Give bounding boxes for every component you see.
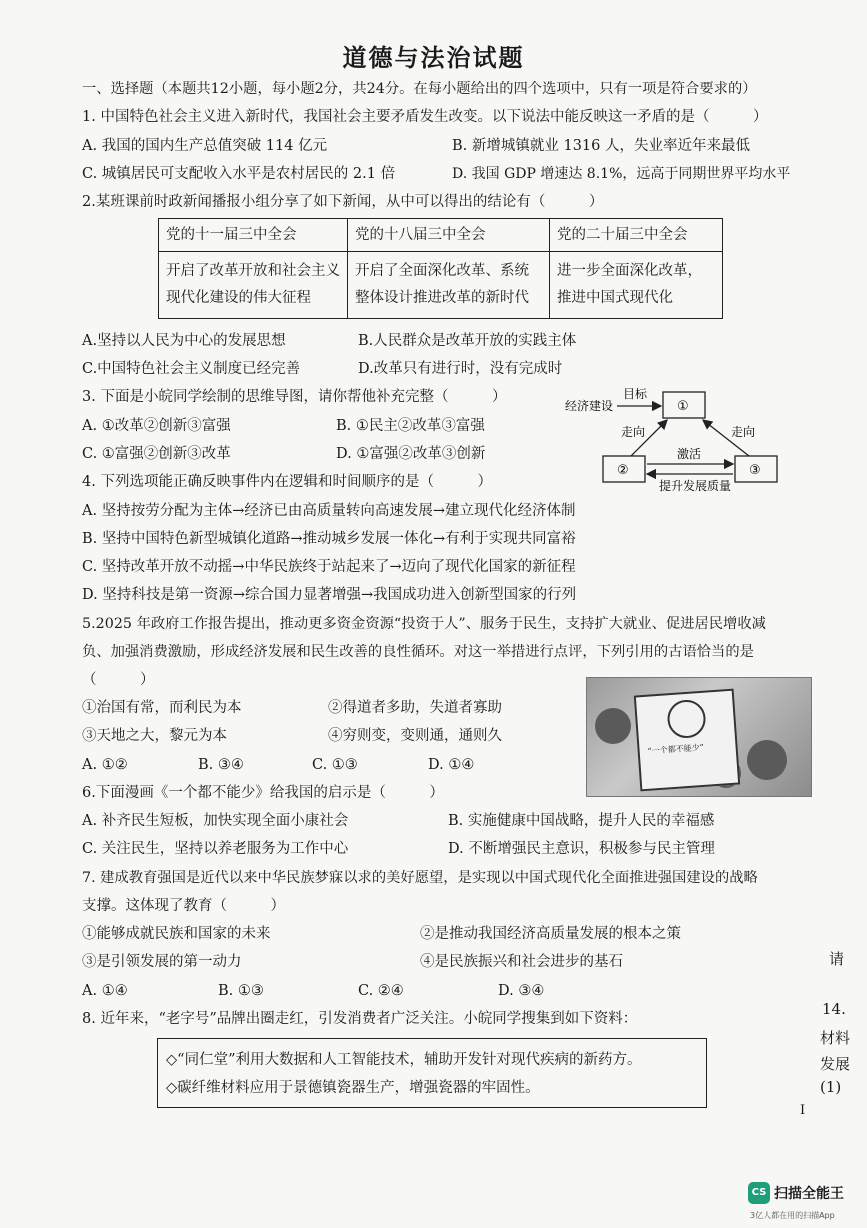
q4-option-b: B. 坚持中国特色新型城镇化道路→推动城乡发展一体化→有利于实现共同富裕 xyxy=(82,531,576,547)
q7-statement-4: ④是民族振兴和社会进步的基石 xyxy=(420,954,623,970)
right-edge-label: 走向 xyxy=(731,425,756,439)
q6-option-c: C. 关注民生，坚持以养老服务为工作中心 xyxy=(82,841,349,857)
q5-option-c: C. ①③ xyxy=(312,757,358,773)
cartoon-figure xyxy=(747,740,787,780)
cartoon-caption: “一个都不能少” xyxy=(647,742,705,756)
q8-stem: 8. 近年来，“老字号”品牌出圈走红，引发消费者广泛关注。小皖同学搜集到如下资料： xyxy=(82,1011,638,1027)
q2-option-a: A.坚持以人民为中心的发展思想 xyxy=(82,333,286,349)
q7-option-b: B. ①③ xyxy=(218,983,264,999)
node-3-label: ③ xyxy=(749,463,761,478)
q7-statement-3: ③是引领发展的第一动力 xyxy=(82,954,242,970)
q1-option-a: A. 我国的国内生产总值突破 114 亿元 xyxy=(82,138,328,154)
edge-fragment: 发展 xyxy=(820,1055,851,1073)
q1-stem: 1. 中国特色社会主义进入新时代，我国社会主要矛盾发生改变。以下说法中能反映这一矛盾的是（ ） xyxy=(82,109,768,125)
activate-label: 激活 xyxy=(677,447,702,461)
q6-option-d: D. 不断增强民主意识，积极参与民主管理 xyxy=(448,841,715,857)
q4-stem: 4. 下列选项能正确反映事件内在逻辑和时间顺序的是（ ） xyxy=(82,474,492,490)
q5-option-d: D. ①④ xyxy=(428,757,475,773)
q3-mind-map xyxy=(555,380,805,495)
q5-option-a: A. ①② xyxy=(82,757,128,773)
q2-option-b: B.人民群众是改革开放的实践主体 xyxy=(358,333,577,349)
q5-stem-line2: 负、加强消费激励，形成经济发展和民生改善的良性循环。对这一举措进行点评，下列引用的古语恰当的是 xyxy=(82,644,754,660)
q3-option-d: D. ①富强②改革③创新 xyxy=(336,446,486,462)
q1-option-b: B. 新增城镇就业 1316 人，失业率近年来最低 xyxy=(452,138,750,154)
q7-option-a: A. ①④ xyxy=(82,983,128,999)
q2-stem: 2.某班课前时政新闻播报小组分享了如下新闻，从中可以得出的结论有（ ） xyxy=(82,194,604,210)
q5-statement-1: ①治国有常，而利民为本 xyxy=(82,700,242,716)
scanner-logo-icon: CS xyxy=(748,1182,770,1204)
edge-fragment: 请 xyxy=(829,950,845,968)
page-mark: I xyxy=(800,1103,806,1118)
q8-material-2: ◇碳纤维材料应用于景德镇瓷器生产，增强瓷器的牢固性。 xyxy=(166,1080,540,1096)
cartoon-face xyxy=(666,699,707,740)
edge-fragment: 材料 xyxy=(820,1029,851,1047)
quality-label: 提升发展质量 xyxy=(659,479,732,493)
scanner-tagline: 3亿人都在用的扫描App xyxy=(750,1211,835,1220)
page-title: 道德与法治试题 xyxy=(342,43,525,72)
q2-option-c: C.中国特色社会主义制度已经完善 xyxy=(82,361,301,377)
scanner-watermark xyxy=(748,1178,866,1228)
section-heading: 一、选择题（本题共12小题，每小题2分，共24分。在每小题给出的四个选项中，只有一项是符合要求的） xyxy=(82,81,757,97)
q6-stem: 6.下面漫画《一个都不能少》给我国的启示是（ ） xyxy=(82,785,444,801)
q4-option-c: C. 坚持改革开放不动摇→中华民族终于站起来了→迈向了现代化国家的新征程 xyxy=(82,559,576,575)
q1-option-c: C. 城镇居民可支配收入水平是农村居民的 2.1 倍 xyxy=(82,166,396,182)
q3-option-b: B. ①民主②改革③富强 xyxy=(336,418,485,434)
q1-option-d: D. 我国 GDP 增速达 8.1%，远高于同期世界平均水平 xyxy=(452,166,791,182)
q5-option-b: B. ③④ xyxy=(198,757,244,773)
q7-statement-1: ①能够成就民族和国家的未来 xyxy=(82,926,271,942)
q2-table-cell: 进一步全面深化改革，推进中国式现代化 xyxy=(550,252,723,319)
q4-option-a: A. 坚持按劳分配为主体→经济已由高质量转向高速发展→建立现代化经济体制 xyxy=(82,503,576,519)
q3-stem: 3. 下面是小皖同学绘制的思维导图，请你帮他补充完整（ ） xyxy=(82,389,507,405)
q7-stem-line1: 7. 建成教育强国是近代以来中华民族梦寐以求的美好愿望，是实现以中国式现代化全面推进强国建设的战略 xyxy=(82,870,758,886)
goal-label: 目标 xyxy=(623,387,648,401)
econ-label: 经济建设 xyxy=(565,399,614,413)
q2-table-header: 党的二十届三中全会 xyxy=(550,219,723,252)
cartoon-sign xyxy=(634,689,740,792)
q7-statement-2: ②是推动我国经济高质量发展的根本之策 xyxy=(420,926,681,942)
q3-option-c: C. ①富强②创新③改革 xyxy=(82,446,231,462)
left-edge-label: 走向 xyxy=(621,425,646,439)
q7-option-c: C. ②④ xyxy=(358,983,404,999)
q2-option-d: D.改革只有进行时，没有完成时 xyxy=(358,361,563,377)
cartoon-figure xyxy=(595,708,631,744)
q3-option-a: A. ①改革②创新③富强 xyxy=(82,418,231,434)
q2-table xyxy=(158,218,723,319)
q5-statement-4: ④穷则变，变则通，通则久 xyxy=(328,728,502,744)
q5-statement-3: ③天地之大，黎元为本 xyxy=(82,728,227,744)
scanner-name: 扫描全能王 xyxy=(774,1186,844,1202)
cartoon-image xyxy=(586,677,812,797)
q5-stem-line3: （ ） xyxy=(82,672,155,688)
q7-option-d: D. ③④ xyxy=(498,983,545,999)
q2-table-cell: 开启了改革开放和社会主义现代化建设的伟大征程 xyxy=(159,252,348,319)
edge-fragment: 14. xyxy=(822,1000,846,1018)
q8-material-1: ◇“同仁堂”利用大数据和人工智能技术，辅助开发针对现代疾病的新药方。 xyxy=(166,1052,642,1068)
q7-stem-line2: 支撑。这体现了教育（ ） xyxy=(82,898,285,914)
node-1-label: ① xyxy=(677,399,689,414)
q2-table-header: 党的十一届三中全会 xyxy=(159,219,348,252)
q2-table-cell: 开启了全面深化改革、系统整体设计推进改革的新时代 xyxy=(348,252,550,319)
q4-option-d: D. 坚持科技是第一资源→综合国力显著增强→我国成功进入创新型国家的行列 xyxy=(82,587,577,603)
node-2-label: ② xyxy=(617,463,629,478)
q5-stem-line1: 5.2025 年政府工作报告提出，推动更多资金资源“投资于人”、服务于民生，支持扩大就业、促进居民增收减 xyxy=(82,616,766,632)
q8-material-box xyxy=(157,1038,707,1108)
q6-option-b: B. 实施健康中国战略，提升人民的幸福感 xyxy=(448,813,715,829)
q2-table-header: 党的十八届三中全会 xyxy=(348,219,550,252)
q6-option-a: A. 补齐民生短板，加快实现全面小康社会 xyxy=(82,813,349,829)
edge-fragment: (1) xyxy=(820,1078,842,1096)
q5-statement-2: ②得道者多助，失道者寡助 xyxy=(328,700,502,716)
